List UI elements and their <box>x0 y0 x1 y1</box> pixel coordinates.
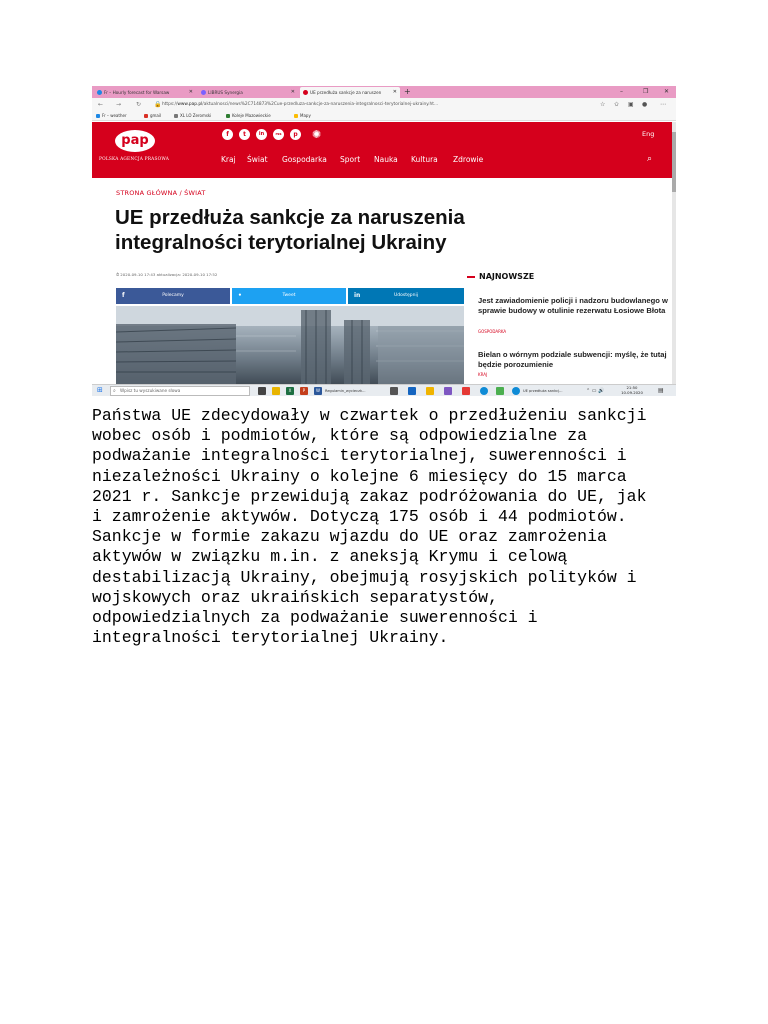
nav-zdrowie[interactable]: Zdrowie <box>453 155 484 164</box>
site-header <box>92 122 672 178</box>
bookmark-label: gmail <box>150 113 162 118</box>
tab-librus[interactable] <box>198 87 298 98</box>
bookmark-mapy[interactable] <box>294 111 311 121</box>
latest-news-tag[interactable]: KRAJ <box>478 372 488 377</box>
train-icon <box>226 114 230 118</box>
folder-icon[interactable] <box>426 387 434 395</box>
page-icon <box>174 114 178 118</box>
share-label: Tweet <box>282 293 296 298</box>
facebook-icon[interactable]: f <box>222 129 233 140</box>
rss-icon[interactable]: rss <box>273 129 284 140</box>
map-icon <box>294 114 298 118</box>
browser-tab-strip <box>92 86 676 98</box>
edge-browser-task[interactable]: UE przedłuża sankcj... <box>523 389 563 393</box>
nav-sport[interactable]: Sport <box>340 155 361 164</box>
url-field[interactable] <box>162 100 562 109</box>
facebook-icon: f <box>122 292 125 299</box>
profile-avatar-icon[interactable]: ● <box>642 101 648 108</box>
twitter-icon[interactable]: t <box>239 129 250 140</box>
url-path: /aktualnosci/news%2C714873%2Cue-przedluza-sankcje-za-naruszenia-integralnosci-terytorialnej-ukrainy.ht... <box>202 102 439 107</box>
linkedin-icon[interactable]: in <box>256 129 267 140</box>
close-tab-icon[interactable]: ✕ <box>392 89 397 95</box>
collections-icon[interactable]: ▣ <box>628 101 634 108</box>
tab-label: UE przedłuża sankcje za naruszen <box>310 90 382 95</box>
language-switch[interactable]: Eng <box>642 130 655 138</box>
bookmarks-bar <box>92 111 676 121</box>
close-tab-icon[interactable]: ✕ <box>290 89 295 95</box>
windows-start-icon[interactable]: ⊞ <box>97 386 103 394</box>
nav-nauka[interactable]: Nauka <box>374 155 398 164</box>
article-dates: ⏱ 2020-09-10 17:43 aktualizacja: 2020-09-10 17:52 <box>116 272 218 277</box>
bookmark-label: Koleje Mazowieckie <box>232 113 271 118</box>
clock-date: 10.09.2020 <box>621 389 643 395</box>
nav-gospodarka[interactable]: Gospodarka <box>282 155 327 164</box>
windows-taskbar <box>92 384 676 396</box>
share-facebook-button[interactable] <box>116 288 230 304</box>
bookmark-gmail[interactable] <box>144 111 161 121</box>
sun-emblem-icon: ✺ <box>312 128 322 141</box>
lock-icon: 🔒 <box>154 101 162 108</box>
close-tab-icon[interactable]: ✕ <box>188 89 193 95</box>
address-bar-row <box>92 98 676 111</box>
tab-label: Fr – Hourly forecast for Warsaw <box>104 90 170 95</box>
bookmark-weather[interactable] <box>96 111 127 121</box>
taskbar-search-placeholder: Wpisz tu wyszukiwane słowa <box>120 388 181 393</box>
tab-weather[interactable] <box>94 87 196 98</box>
nav-kultura[interactable]: Kultura <box>411 155 438 164</box>
url-host: www.pap.pl <box>177 102 203 107</box>
edge-browser-icon[interactable] <box>480 387 488 395</box>
word-icon[interactable]: W <box>314 387 322 395</box>
bookmark-koleje[interactable] <box>226 111 271 121</box>
document-body-text: Państwa UE zdecydowały w czwartek o przedłużeniu sankcji wobec osób i podmiotów, które są odpowiedzialne za podważanie integralności terytorialnej, suwerenności i niezależności Ukrainy o kolejne 6 miesięcy do 15 marca 2021 r. Sankcje przewidują zakaz podróżowania do UE, jak i zamrożenie aktywów. Dotyczą 175 osób i 44 podmiotów. Sankcje w formie zakazu wjazdu do UE oraz zamrożenia aktywów w związku m.in. z aneksją Krymu i celową destabilizacją Ukrainy, obejmują rosyjskich polityków i wojskowych oraz ukraińskich separatystów, odpowiedzialnych za podważanie suwerenności i integralności terytorialnej Ukrainy. <box>92 406 647 648</box>
save-floppy-icon[interactable] <box>408 387 416 395</box>
nav-swiat[interactable]: Świat <box>247 155 268 164</box>
notifications-icon[interactable]: ▤ <box>658 387 664 394</box>
refresh-icon[interactable]: ↻ <box>136 101 142 108</box>
pap-logo[interactable]: pap <box>115 130 155 152</box>
bookmark-label: Mapy <box>300 113 311 118</box>
share-label: Udostępnij <box>394 293 418 298</box>
task-view-icon[interactable] <box>258 387 266 395</box>
article-photo <box>116 306 464 384</box>
bookmark-label: Fr – weather <box>102 113 127 118</box>
share-linkedin-button[interactable] <box>348 288 464 304</box>
twitter-icon: • <box>238 292 242 299</box>
share-twitter-button[interactable] <box>232 288 346 304</box>
system-tray-icons[interactable]: ⌃ ▭ 🔊 <box>586 388 605 394</box>
latest-news-item[interactable]: Bielan o wórnym podziale subwencji: myślę, że tutaj będzie porozumienie <box>478 350 667 369</box>
tab-pap-article[interactable] <box>300 87 400 98</box>
search-icon: ⌕ <box>113 388 116 394</box>
clock-time: 21:50 <box>626 385 638 390</box>
back-arrow-icon[interactable]: ← <box>98 101 104 108</box>
article-title: UE przedłuża sankcje za naruszenia integralności terytorialnej Ukrainy <box>115 206 465 254</box>
forward-arrow-icon[interactable]: → <box>116 101 122 108</box>
pap-logo-subtitle: POLSKA AGENCJA PRASOWA <box>99 157 170 162</box>
pap-favicon-icon <box>303 90 308 95</box>
parliament-building-image <box>116 306 464 384</box>
gmail-icon <box>144 114 148 118</box>
breadcrumb[interactable]: STRONA GŁÓWNA / ŚWIAT <box>116 189 206 197</box>
latest-news-item[interactable]: Jest zawiadomienie policji i nadzoru budowlanego w sprawie budowy w otulinie rezerwatu Łosiowe Błota <box>478 296 668 315</box>
latest-news-tag[interactable]: GOSPODARKA <box>478 329 507 334</box>
maximize-button[interactable]: ❐ <box>643 88 649 95</box>
powerpoint-icon[interactable]: P <box>300 387 308 395</box>
edge-task-icon[interactable] <box>512 387 520 395</box>
weather-icon <box>96 114 100 118</box>
podcast-icon[interactable]: p <box>290 129 301 140</box>
bookmark-lo-zeromski[interactable] <box>174 111 211 121</box>
share-label: Polecamy <box>162 293 184 298</box>
linkedin-icon: in <box>354 292 361 299</box>
media-icon[interactable] <box>462 387 470 395</box>
store-icon[interactable] <box>496 387 504 395</box>
favorite-star-icon[interactable]: ☆ <box>600 101 606 108</box>
bookmark-label: XL LO Zeromski <box>180 113 212 118</box>
section-marker <box>467 276 475 278</box>
excel-icon[interactable]: X <box>286 387 294 395</box>
game-icon[interactable] <box>390 387 398 395</box>
tab-label: LIBRUS Synergia <box>208 90 243 95</box>
latest-news-heading: NAJNOWSZE <box>479 272 535 281</box>
url-prefix: https:// <box>162 102 178 107</box>
more-menu-icon[interactable]: ⋯ <box>660 101 666 108</box>
new-tab-button[interactable]: + <box>404 87 411 96</box>
minimize-button[interactable]: – <box>620 88 623 95</box>
file-explorer-icon[interactable] <box>272 387 280 395</box>
photos-icon[interactable] <box>444 387 452 395</box>
word-document-task[interactable]: Regulamin_wycieczk... <box>325 389 366 393</box>
weather-favicon-icon <box>97 90 102 95</box>
search-icon[interactable]: ⌕ <box>647 154 653 164</box>
librus-favicon-icon <box>201 90 206 95</box>
taskbar-search-input[interactable] <box>110 386 250 396</box>
embedded-screenshot <box>92 86 676 396</box>
close-window-button[interactable]: ✕ <box>664 88 670 95</box>
page-scrollbar-thumb[interactable] <box>672 132 676 192</box>
taskbar-clock[interactable] <box>617 386 647 395</box>
nav-kraj[interactable]: Kraj <box>221 155 236 164</box>
favorites-bar-icon[interactable]: ✩ <box>614 101 620 108</box>
